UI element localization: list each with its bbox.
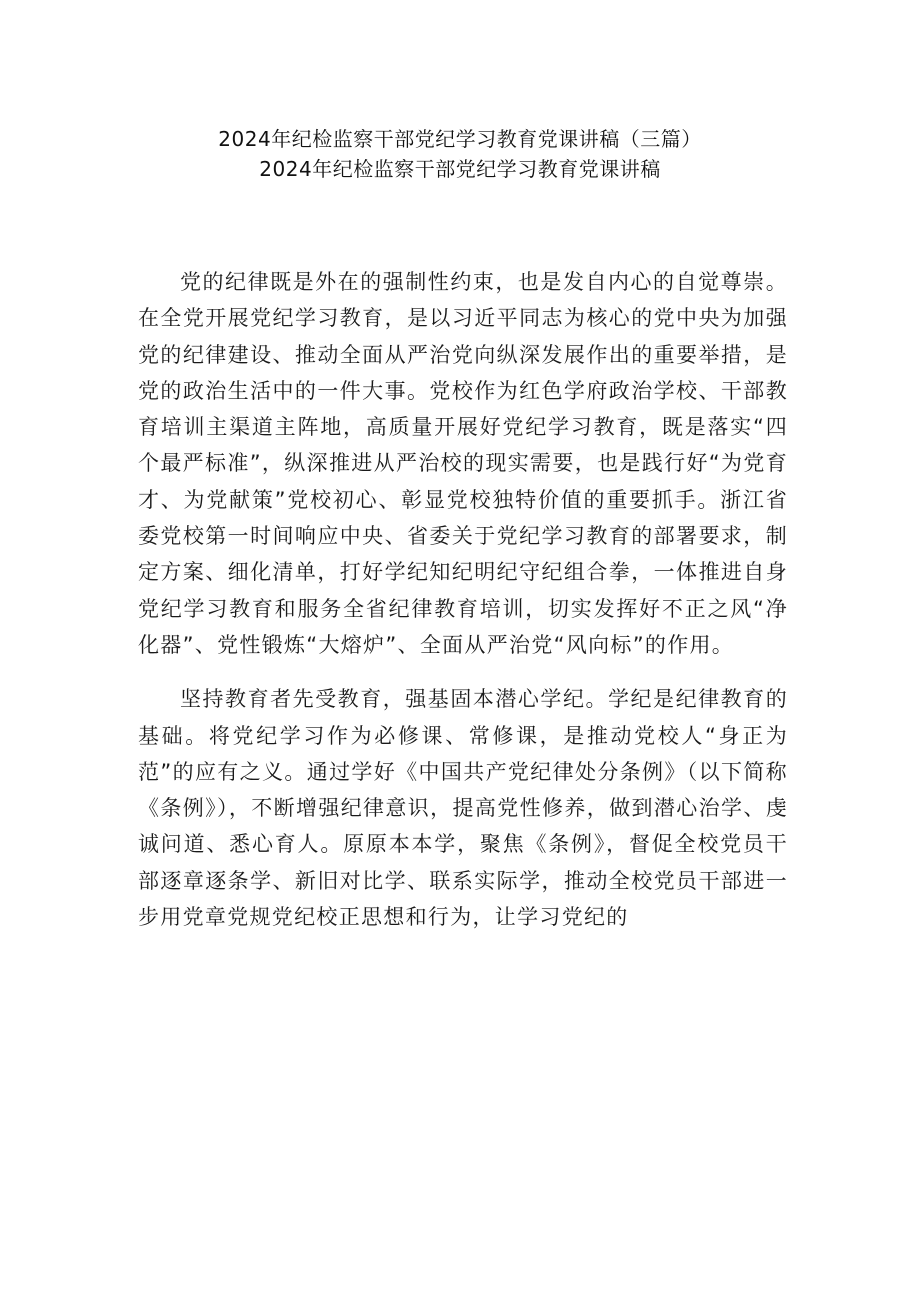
title-line-main: 2024年纪检监察干部党纪学习教育党课讲稿（三篇） xyxy=(218,127,702,151)
document-title xyxy=(0,124,920,184)
body-paragraph: 党的纪律既是外在的强制性约束，也是发自内心的自觉尊崇。在全党开展党纪学习教育，是以习近平同志为核心的党中央为加强党的纪律建设、推动全面从严治党向纵深发展作出的重要举措，是党的政治生活中的一件大事。党校作为红色学府政治学校、干部教育培训主渠道主阵地，高质量开展好党纪学习教育，既是落实“四个最严标准”，纵深推进从严治校的现实需要，也是践行好“为党育才、为党献策”党校初心、彰显党校独特价值的重要抓手。浙江省委党校第一时间响应中央、省委关于党纪学习教育的部署要求，制定方案、细化清单，打好学纪知纪明纪守纪组合拳，一体推进自身党纪学习教育和服务全省纪律教育培训，切实发挥好不正之风“净化器”、党性锻炼“大熔炉”、全面从严治党“风向标”的作用。 xyxy=(138,270,788,657)
document-body xyxy=(138,264,788,953)
title-line-sub: 2024年纪检监察干部党纪学习教育党课讲稿 xyxy=(259,157,661,181)
body-paragraph: 坚持教育者先受教育，强基固本潜心学纪。学纪是纪律教育的基础。将党纪学习作为必修课、常修课，是推动党校人“身正为范”的应有之义。通过学好《中国共产党纪律处分条例》（以下简称《条例》），不断增强纪律意识，提高党性修养，做到潜心治学、虔诚问道、悉心育人。原原本本学，聚焦《条例》，督促全校党员干部逐章逐条学、新旧对比学、联系实际学，推动全校党员干部进一步用党章党规党纪校正思想和行为，让学习党纪的 xyxy=(138,687,788,930)
